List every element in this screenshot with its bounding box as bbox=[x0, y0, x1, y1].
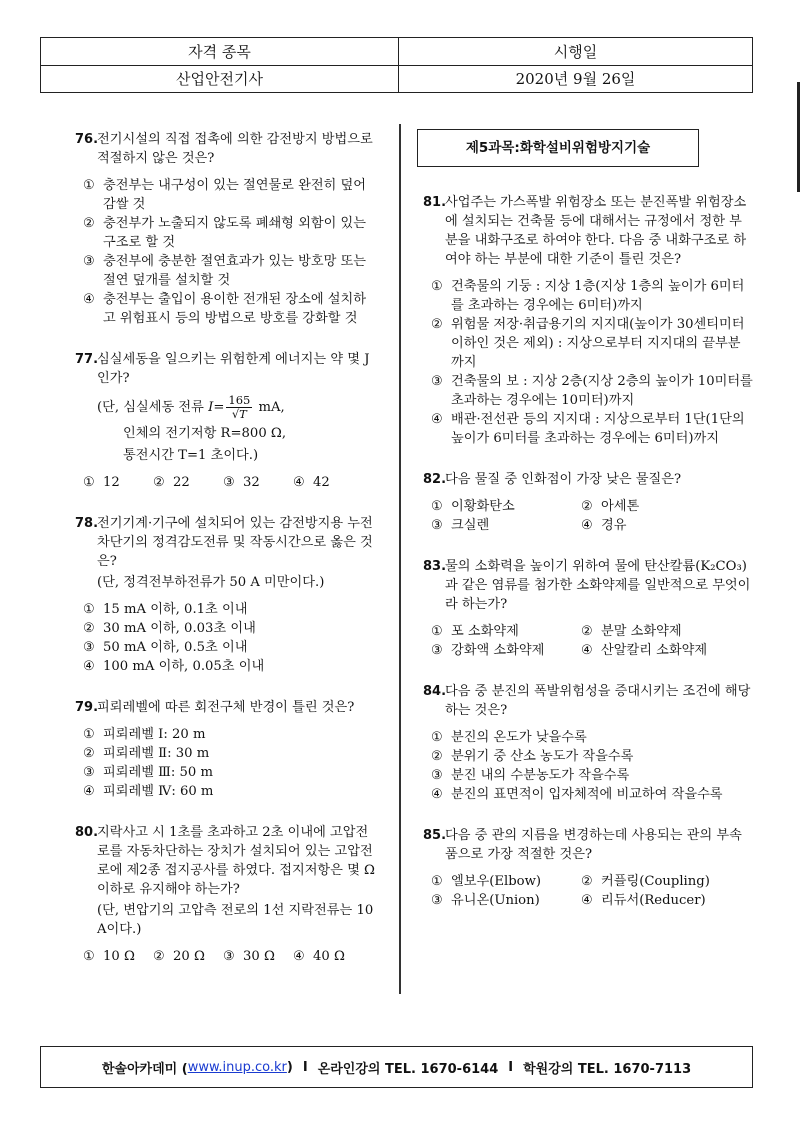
label-exam-date: 시행일 bbox=[553, 43, 598, 61]
option[interactable] bbox=[431, 497, 581, 516]
option-marker: ② bbox=[83, 216, 95, 231]
footer-paren-close: ) bbox=[286, 1059, 293, 1075]
exam-info-table bbox=[40, 37, 753, 93]
option-text: 100 mA 이하, 0.05초 이내 bbox=[103, 659, 265, 674]
fraction-numerator: 165 bbox=[228, 393, 251, 407]
option-marker: ④ bbox=[83, 784, 95, 799]
question-text: 전기시설의 직접 접촉에 의한 감전방지 방법으로 적절하지 않은 것은? bbox=[97, 132, 373, 166]
question-note: (단, 정격전부하전류가 50 A 미만이다.) bbox=[97, 575, 325, 590]
option-text: 분진 내의 수분농도가 작을수록 bbox=[451, 768, 630, 783]
option-marker: ③ bbox=[431, 643, 443, 658]
option[interactable] bbox=[83, 947, 153, 966]
option-text: 아세톤 bbox=[601, 499, 640, 514]
option-list bbox=[423, 277, 753, 448]
option-marker: ① bbox=[431, 624, 443, 639]
option-list bbox=[75, 176, 375, 328]
option[interactable] bbox=[431, 872, 581, 891]
option-text: 경유 bbox=[601, 518, 627, 533]
option-marker: ③ bbox=[431, 374, 443, 389]
option[interactable] bbox=[431, 747, 753, 766]
option[interactable] bbox=[431, 766, 753, 785]
question-81 bbox=[423, 193, 753, 448]
question-number: 81. bbox=[423, 195, 447, 210]
formula-fraction bbox=[226, 394, 252, 421]
question-78 bbox=[75, 514, 375, 676]
option-marker: ② bbox=[581, 499, 593, 514]
exam-info-value-row bbox=[41, 65, 752, 92]
option[interactable] bbox=[83, 619, 375, 638]
question-number: 82. bbox=[423, 472, 447, 487]
option[interactable] bbox=[83, 744, 375, 763]
option-text: 분말 소화약제 bbox=[601, 624, 682, 639]
option-text: 건축물의 보 : 지상 2층(지상 2층의 높이가 10미터를 초과하는 경우에는 10미터)까지 bbox=[451, 374, 753, 408]
option[interactable] bbox=[83, 252, 375, 290]
option-marker: ④ bbox=[431, 412, 443, 427]
footer-website-link[interactable]: www.inup.co.kr bbox=[187, 1059, 287, 1075]
right-column bbox=[423, 130, 753, 932]
option-text: 이황화탄소 bbox=[451, 499, 515, 514]
option-text: 피뢰레벨 Ⅱ: 30 m bbox=[103, 746, 210, 761]
option[interactable] bbox=[83, 600, 375, 619]
option-list bbox=[75, 725, 375, 801]
option-marker: ④ bbox=[83, 659, 95, 674]
column-divider bbox=[399, 124, 401, 994]
option-text: 40 Ω bbox=[313, 949, 345, 964]
option-list bbox=[75, 473, 375, 492]
question-number: 76. bbox=[75, 132, 99, 147]
option-list bbox=[423, 872, 753, 910]
option-text: 10 Ω bbox=[103, 949, 135, 964]
formula-line-2: 인체의 전기저항 R=800 Ω, bbox=[123, 426, 287, 441]
formula-prefix: (단, 심실세동 전류 bbox=[97, 400, 209, 415]
option-text: 커플링(Coupling) bbox=[601, 874, 710, 889]
question-note: (단, 변압기의 고압측 전로의 1선 지락전류는 10 A이다.) bbox=[97, 903, 374, 937]
question-83 bbox=[423, 557, 753, 660]
footer-separator: I bbox=[508, 1059, 514, 1075]
option[interactable] bbox=[223, 947, 293, 966]
option-marker: ③ bbox=[83, 640, 95, 655]
option-text: 산알칼리 소화약제 bbox=[601, 643, 708, 658]
option[interactable] bbox=[153, 947, 223, 966]
option[interactable] bbox=[293, 473, 363, 492]
formula-unit: mA, bbox=[254, 400, 285, 415]
question-text: 다음 중 분진의 폭발위험성을 증대시키는 조건에 해당하는 것은? bbox=[445, 684, 751, 718]
value-exam-type: 산업안전기사 bbox=[41, 65, 399, 92]
question-text: 심실세동을 일으키는 위험한계 에너지는 약 몇 J 인가? bbox=[97, 352, 370, 386]
option-marker: ③ bbox=[83, 254, 95, 269]
option-text: 충전부가 노출되지 않도록 폐쇄형 외함이 있는 구조로 할 것 bbox=[103, 216, 367, 250]
option[interactable] bbox=[431, 622, 581, 641]
option-text: 충전부에 충분한 절연효과가 있는 방호망 또는 절연 덮개를 설치할 것 bbox=[103, 254, 367, 288]
option[interactable] bbox=[581, 641, 731, 660]
question-85 bbox=[423, 826, 753, 910]
option-text: 피뢰레벨 Ⅳ: 60 m bbox=[103, 784, 214, 799]
question-text: 물의 소화력을 높이기 위하여 물에 탄산칼륨(K₂CO₃)과 같은 염류를 첨가한 소화약제를 일반적으로 무엇이라 하는가? bbox=[445, 559, 751, 612]
option-text: 분진의 온도가 낮을수록 bbox=[451, 730, 587, 745]
option-marker: ④ bbox=[431, 787, 443, 802]
option[interactable] bbox=[581, 516, 731, 535]
option-text: 32 bbox=[243, 475, 260, 490]
option[interactable] bbox=[293, 947, 363, 966]
option-text: 22 bbox=[173, 475, 190, 490]
option-list bbox=[75, 600, 375, 676]
option-marker: ② bbox=[431, 749, 443, 764]
option-text: 50 mA 이하, 0.5초 이내 bbox=[103, 640, 248, 655]
option[interactable] bbox=[581, 497, 731, 516]
option-text: 유니온(Union) bbox=[451, 893, 540, 908]
question-text: 사업주는 가스폭발 위험장소 또는 분진폭발 위험장소에 설치되는 건축물 등에 대해서는 규정에서 정한 부분을 내화구조로 하여야 한다. 다음 중 내화구조로 하여야 하는 부분에 대한 기준이 틀린 것은? bbox=[445, 195, 747, 267]
option[interactable] bbox=[83, 290, 375, 328]
option-marker: ④ bbox=[581, 643, 593, 658]
option[interactable] bbox=[83, 782, 375, 801]
option-text: 20 Ω bbox=[173, 949, 205, 964]
option-marker: ① bbox=[83, 949, 95, 964]
question-text: 지락사고 시 1초를 초과하고 2초 이내에 고압전로를 자동차단하는 장치가 설치되어 있는 고압전로에 제2종 접지공사를 하였다. 접지저항은 몇 Ω이하로 유지해야 하는가? bbox=[97, 825, 375, 897]
option[interactable] bbox=[431, 891, 581, 910]
option[interactable] bbox=[431, 315, 753, 372]
option-text: 건축물의 기둥 : 지상 1층(지상 1층의 높이가 6미터를 초과하는 경우에는 6미터)까지 bbox=[451, 279, 745, 313]
option-text: 포 소화약제 bbox=[451, 624, 519, 639]
option[interactable] bbox=[223, 473, 293, 492]
formula-line-3: 통전시간 T=1 초이다.) bbox=[123, 448, 259, 463]
option-marker: ② bbox=[153, 475, 165, 490]
option-text: 분진의 표면적이 입자체적에 비교하여 작을수록 bbox=[451, 787, 723, 802]
option-text: 리듀서(Reducer) bbox=[601, 893, 706, 908]
question-text: 전기기계·기구에 설치되어 있는 감전방지용 누전차단기의 정격감도전류 및 작동시간으로 옳은 것은? bbox=[97, 516, 373, 569]
option[interactable] bbox=[581, 622, 731, 641]
option-marker: ③ bbox=[83, 765, 95, 780]
option-marker: ④ bbox=[293, 475, 305, 490]
option[interactable] bbox=[83, 638, 375, 657]
option-text: 충전부는 내구성이 있는 절연물로 완전히 덮어 감쌀 것 bbox=[103, 178, 367, 212]
option-marker: ① bbox=[431, 279, 443, 294]
option[interactable] bbox=[83, 763, 375, 782]
option-marker: ③ bbox=[431, 893, 443, 908]
option-text: 크실렌 bbox=[451, 518, 490, 533]
option-text: 충전부는 출입이 용이한 전개된 장소에 설치하고 위험표시 등의 방법으로 방호를 강화할 것 bbox=[103, 292, 367, 326]
subject-title: 제5과목:화학설비위험방지기술 bbox=[417, 129, 699, 167]
option[interactable] bbox=[431, 728, 753, 747]
label-exam-type: 자격 종목 bbox=[41, 38, 399, 65]
option[interactable] bbox=[431, 372, 753, 410]
footer-offline-tel: 학원강의 TEL. 1670-7113 bbox=[523, 1061, 692, 1077]
question-text: 다음 중 관의 지름을 변경하는데 사용되는 관의 부속품으로 가장 적절한 것은? bbox=[445, 828, 742, 862]
option-text: 배관·전선관 등의 지지대 : 지상으로부터 1단(1단의 높이가 6미터를 초과하는 경우에는 6미터)까지 bbox=[451, 412, 745, 446]
option-list bbox=[423, 728, 753, 804]
option-marker: ① bbox=[83, 602, 95, 617]
question-76 bbox=[75, 130, 375, 328]
option-marker: ② bbox=[431, 317, 443, 332]
footer-online-tel: 온라인강의 TEL. 1670-6144 bbox=[317, 1061, 499, 1077]
option-marker: ② bbox=[83, 621, 95, 636]
option-marker: ① bbox=[83, 727, 95, 742]
question-number: 83. bbox=[423, 559, 447, 574]
option[interactable] bbox=[83, 657, 375, 676]
option-marker: ① bbox=[431, 874, 443, 889]
left-column bbox=[75, 130, 375, 988]
option[interactable] bbox=[431, 641, 581, 660]
option-marker: ② bbox=[153, 949, 165, 964]
footer bbox=[40, 1046, 753, 1088]
question-84 bbox=[423, 682, 753, 804]
option-marker: ② bbox=[581, 624, 593, 639]
question-79 bbox=[75, 698, 375, 801]
question-number: 84. bbox=[423, 684, 447, 699]
option-text: 30 mA 이하, 0.03초 이내 bbox=[103, 621, 256, 636]
formula-note bbox=[75, 394, 375, 465]
option[interactable] bbox=[431, 516, 581, 535]
option[interactable] bbox=[83, 725, 375, 744]
question-80 bbox=[75, 823, 375, 966]
option[interactable] bbox=[581, 872, 731, 891]
option[interactable] bbox=[581, 891, 731, 910]
option-text: 피뢰레벨 Ⅰ: 20 m bbox=[103, 727, 206, 742]
option-marker: ④ bbox=[581, 893, 593, 908]
question-82 bbox=[423, 470, 753, 535]
option-text: 42 bbox=[313, 475, 330, 490]
option-text: 분위기 중 산소 농도가 작을수록 bbox=[451, 749, 634, 764]
option-marker: ① bbox=[83, 475, 95, 490]
formula-var: I bbox=[208, 400, 214, 415]
option[interactable] bbox=[431, 410, 753, 448]
formula-eq: = bbox=[213, 400, 225, 415]
option-text: 위험물 저장·취급용기의 지지대(높이가 30센티미터 이하인 것은 제외) : 지상으로부터 지지대의 끝부분까지 bbox=[451, 317, 745, 370]
question-number: 79. bbox=[75, 700, 99, 715]
question-text: 피뢰레벨에 따른 회전구체 반경이 틀린 것은? bbox=[97, 700, 355, 715]
question-77 bbox=[75, 350, 375, 492]
footer-academy: 한솔아카데미 ( bbox=[101, 1061, 188, 1077]
option-text: 피뢰레벨 Ⅲ: 50 m bbox=[103, 765, 213, 780]
exam-info-header-row bbox=[41, 38, 752, 66]
option-text: 엘보우(Elbow) bbox=[451, 874, 542, 889]
option-text: 강화액 소화약제 bbox=[451, 643, 545, 658]
question-text: 다음 물질 중 인화점이 가장 낮은 물질은? bbox=[445, 472, 682, 487]
option-list bbox=[423, 622, 753, 660]
fraction-denominator: √T bbox=[231, 407, 247, 421]
value-exam-date: 2020년 9월 26일 bbox=[515, 70, 636, 88]
option-text: 12 bbox=[103, 475, 120, 490]
option-list bbox=[75, 947, 375, 966]
option-marker: ④ bbox=[83, 292, 95, 307]
option[interactable] bbox=[83, 473, 153, 492]
option[interactable] bbox=[431, 785, 753, 804]
option[interactable] bbox=[83, 214, 375, 252]
option-marker: ④ bbox=[293, 949, 305, 964]
option[interactable] bbox=[83, 176, 375, 214]
option-list bbox=[423, 497, 753, 535]
option-marker: ① bbox=[431, 499, 443, 514]
option-marker: ② bbox=[83, 746, 95, 761]
option-marker: ③ bbox=[223, 475, 235, 490]
option-marker: ④ bbox=[581, 518, 593, 533]
question-number: 77. bbox=[75, 352, 99, 367]
option-text: 30 Ω bbox=[243, 949, 275, 964]
question-number: 78. bbox=[75, 516, 99, 531]
option-marker: ① bbox=[431, 730, 443, 745]
question-number: 80. bbox=[75, 825, 99, 840]
option-marker: ① bbox=[83, 178, 95, 193]
footer-separator: I bbox=[302, 1059, 308, 1075]
option-text: 15 mA 이하, 0.1초 이내 bbox=[103, 602, 248, 617]
option-marker: ③ bbox=[223, 949, 235, 964]
question-number: 85. bbox=[423, 828, 447, 843]
option[interactable] bbox=[431, 277, 753, 315]
option[interactable] bbox=[153, 473, 223, 492]
option-marker: ② bbox=[581, 874, 593, 889]
option-marker: ③ bbox=[431, 518, 443, 533]
option-marker: ③ bbox=[431, 768, 443, 783]
